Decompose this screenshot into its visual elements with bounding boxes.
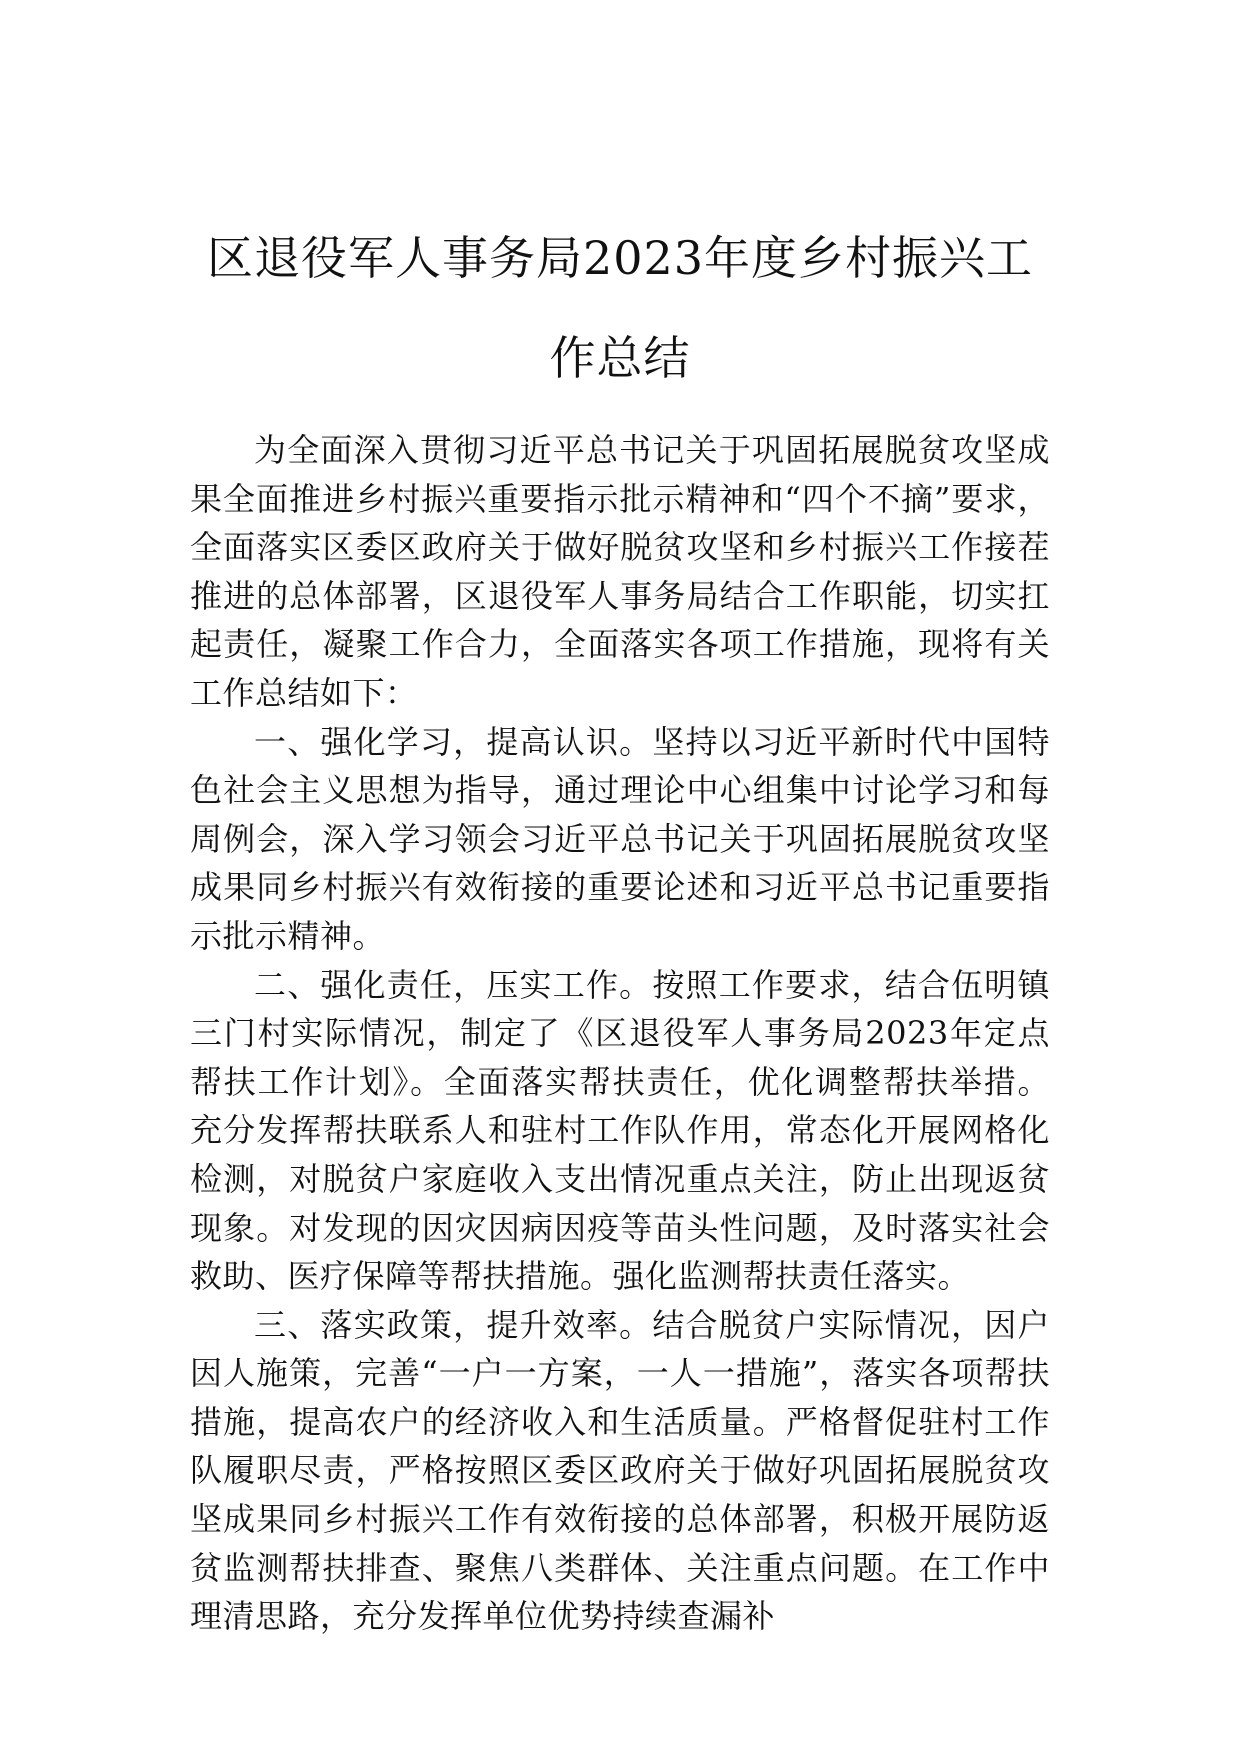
section-2-paragraph: 二、强化责任，压实工作。按照工作要求，结合伍明镇三门村实际情况，制定了《区退役军人事务局2023年定点帮扶工作计划》。全面落实帮扶责任，优化调整帮扶举措。充分发挥帮扶联系人和驻村工作队作用，常态化开展网格化检测，对脱贫户家庭收入支出情况重点关注，防止出现返贫现象。对发现的因灾因病因疫等苗头性问题，及时落实社会救助、医疗保障等帮扶措施。强化监测帮扶责任落实。	[190, 965, 1050, 1296]
document-body	[190, 426, 1050, 1641]
intro-paragraph: 为全面深入贯彻习近平总书记关于巩固拓展脱贫攻坚成果全面推进乡村振兴重要指示批示精神和“四个不摘”要求，全面落实区委区政府关于做好脱贫攻坚和乡村振兴工作接茬推进的总体部署，区退役军人事务局结合工作职能，切实扛起责任，凝聚工作合力，全面落实各项工作措施，现将有关工作总结如下：	[190, 431, 1050, 712]
section-3-paragraph: 三、落实政策，提升效率。结合脱贫户实际情况，因户因人施策，完善“一户一方案，一人一措施”，落实各项帮扶措施，提高农户的经济收入和生活质量。严格督促驻村工作队履职尽责，严格按照区委区政府关于做好巩固拓展脱贫攻坚成果同乡村振兴工作有效衔接的总体部署，积极开展防返贫监测帮扶排查、聚焦八类群体、关注重点问题。在工作中理清思路，充分发挥单位优势持续查漏补	[190, 1305, 1050, 1636]
section-1-paragraph: 一、强化学习，提高认识。坚持以习近平新时代中国特色社会主义思想为指导，通过理论中心组集中讨论学习和每周例会，深入学习领会习近平总书记关于巩固拓展脱贫攻坚成果同乡村振兴有效衔接的重要论述和习近平总书记重要指示批示精神。	[190, 722, 1050, 955]
document-title: 区退役军人事务局2023年度乡村振兴工作总结	[206, 231, 1034, 385]
